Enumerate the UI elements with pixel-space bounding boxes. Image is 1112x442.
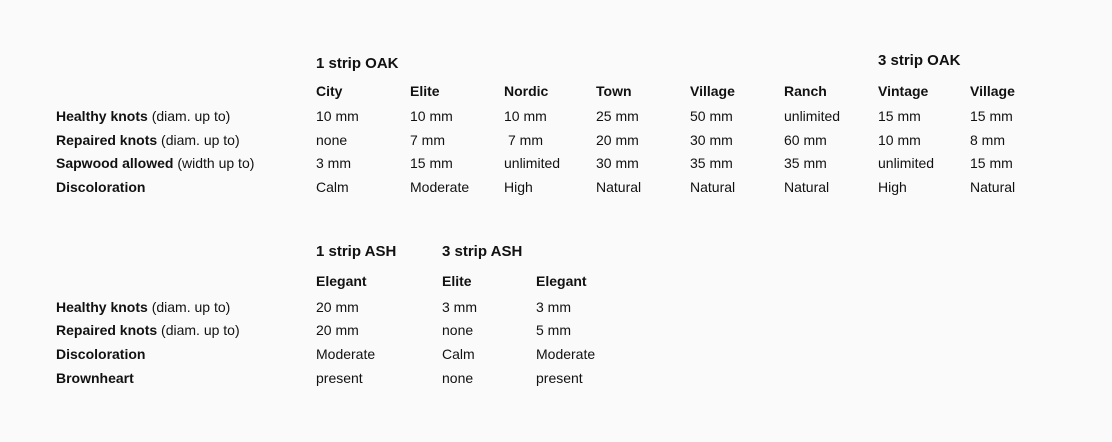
table-cell: 35 mm [784,155,827,171]
row-label-note: (width up to) [177,155,255,171]
table-cell: none [316,132,348,148]
table-cell: 5 mm [536,322,571,338]
table-cell: unlimited [504,155,561,171]
table-cell: 15 mm [970,155,1013,171]
table-cell: Calm [316,179,349,195]
oak-row-label-sapwood [56,154,254,172]
table-cell: 15 mm [878,108,921,124]
table-cell: Moderate [316,346,376,362]
table-cell: 35 mm [690,155,733,171]
table-cell: 7 mm [508,132,543,148]
table-cell: unlimited [878,155,935,171]
table-cell: 3 mm [442,299,477,315]
oak-col-town: Town [596,83,632,99]
table-cell: 3 mm [316,155,351,171]
table-cell: Natural [690,179,736,195]
ash-col-elegant: Elegant [316,273,367,289]
table-cell: 15 mm [410,155,453,171]
table-cell: 25 mm [596,108,639,124]
row-label-main: Discoloration [56,179,146,195]
ash-row-label-healthy-knots [56,298,230,316]
table-cell: unlimited [784,108,841,124]
row-label-note: (diam. up to) [151,299,231,315]
table-cell: 10 mm [504,108,547,124]
table-cell: 30 mm [596,155,639,171]
row-label-main: Repaired knots [56,132,158,148]
oak-col-city: City [316,83,343,99]
ash-row-label-discoloration [56,345,145,363]
table-cell: 20 mm [596,132,639,148]
ash-row-label-brownheart [56,369,134,387]
table-cell: 20 mm [316,299,359,315]
row-label-main: Sapwood allowed [56,155,174,171]
table-cell: High [878,179,907,195]
oak-col-ranch: Ranch [784,83,827,99]
row-label-main: Repaired knots [56,322,158,338]
oak-col-nordic: Nordic [504,83,549,99]
table-cell: 60 mm [784,132,827,148]
ash-group-3-heading: 3 strip ASH [442,243,523,260]
oak-col-village: Village [690,83,735,99]
table-cell: Natural [784,179,830,195]
table-cell: 50 mm [690,108,733,124]
row-label-main: Healthy knots [56,108,148,124]
table-cell: present [316,370,363,386]
table-cell: 10 mm [878,132,921,148]
table-cell: 10 mm [316,108,359,124]
row-label-note: (diam. up to) [151,108,231,124]
row-label-note: (diam. up to) [161,132,240,148]
table-cell: Natural [970,179,1016,195]
table-cell: 30 mm [690,132,733,148]
row-label-note: (diam. up to) [161,322,240,338]
row-label-main: Brownheart [56,370,134,386]
ash-col-elite: Elite [442,273,472,289]
table-cell: 10 mm [410,108,453,124]
row-label-main: Discoloration [56,346,146,362]
ash-row-label-repaired-knots [56,321,240,339]
ash-col-elegant-3strip: Elegant [536,273,587,289]
table-cell: none [442,322,474,338]
table-cell: 15 mm [970,108,1013,124]
table-cell: High [504,179,533,195]
ash-group-1-heading: 1 strip ASH [316,243,397,260]
oak-row-label-healthy-knots [56,107,230,125]
table-cell: Moderate [410,179,470,195]
table-cell: none [442,370,474,386]
row-label-main: Healthy knots [56,299,148,315]
table-cell: 8 mm [970,132,1005,148]
table-cell: Calm [442,346,475,362]
table-cell: Moderate [536,346,596,362]
table-cell: Natural [596,179,642,195]
oak-group-1-heading: 1 strip OAK [316,55,399,72]
oak-row-label-discoloration [56,178,145,196]
table-cell: 20 mm [316,322,359,338]
table-cell: 3 mm [536,299,571,315]
table-cell: present [536,370,583,386]
oak-row-label-repaired-knots [56,131,240,149]
oak-col-vintage: Vintage [878,83,929,99]
oak-col-elite: Elite [410,83,440,99]
table-cell: 7 mm [410,132,445,148]
oak-col-village-3strip: Village [970,83,1015,99]
oak-group-3-heading: 3 strip OAK [878,52,961,69]
